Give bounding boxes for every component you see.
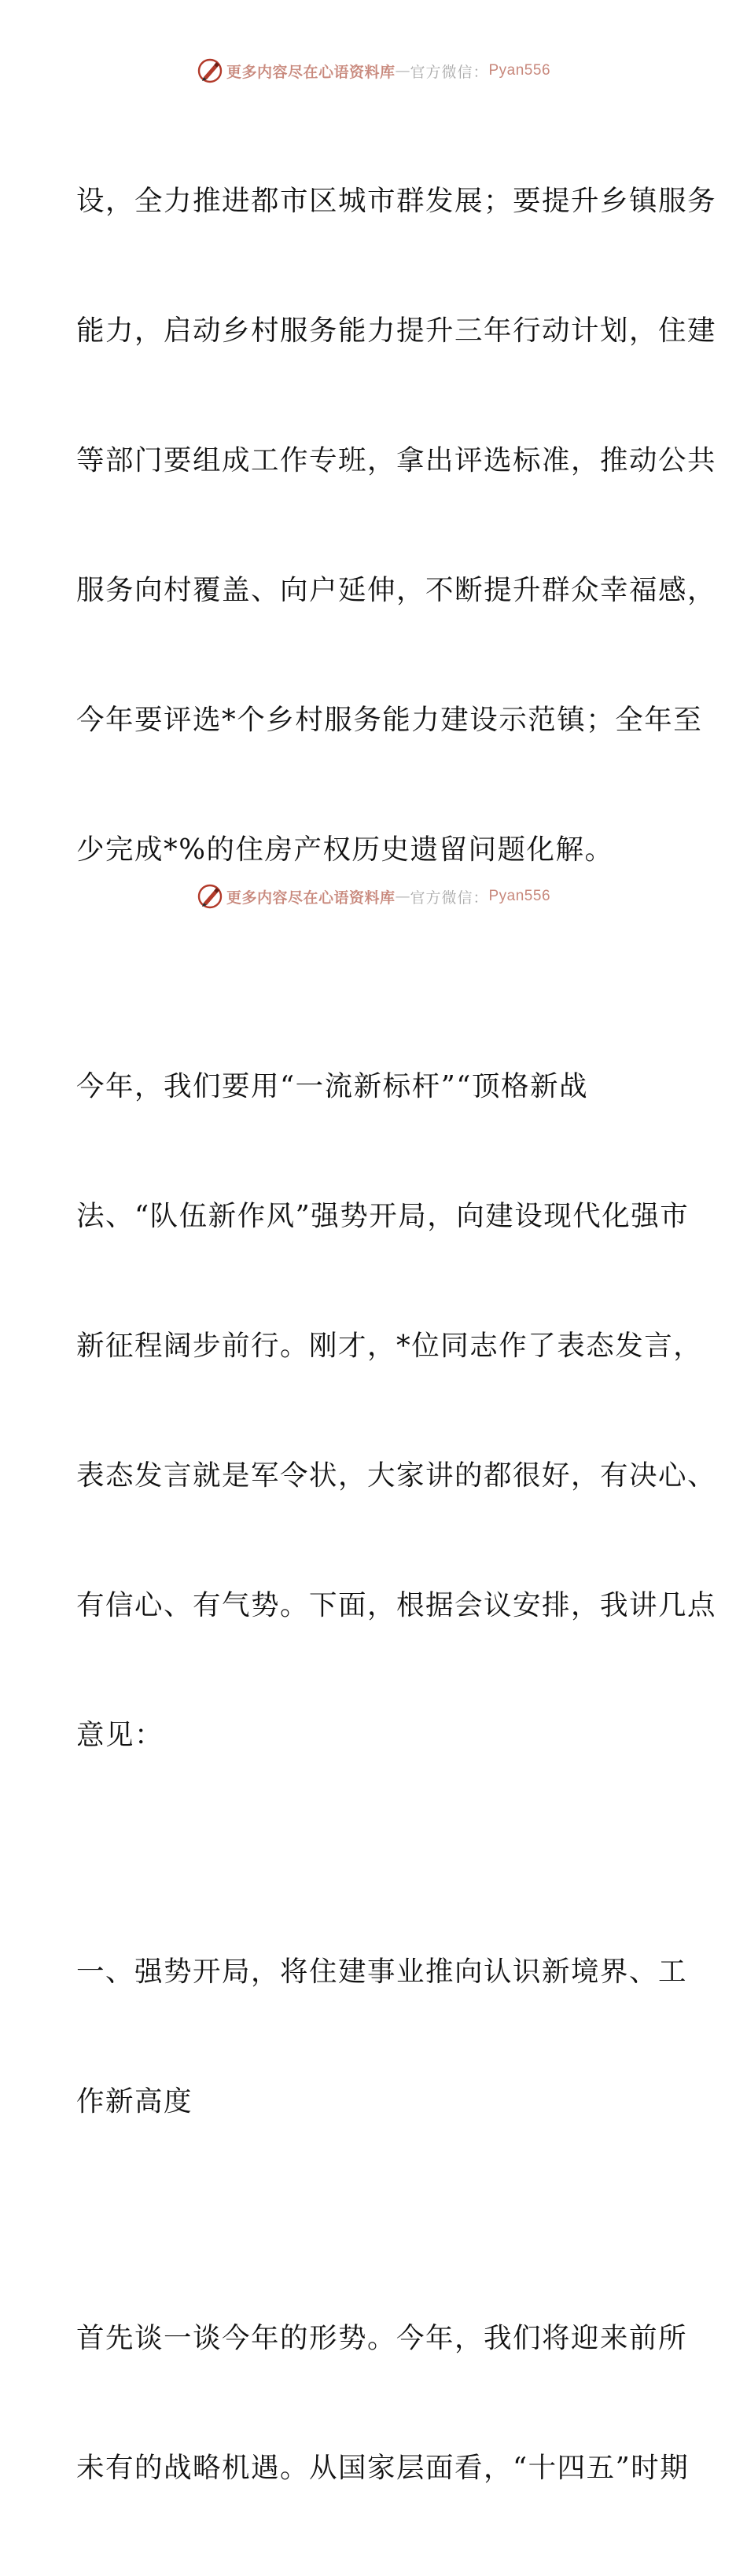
paragraph-2 bbox=[76, 978, 717, 1843]
text-line: 今年，我们要用“一流新标杆”“顶格新战 bbox=[76, 1070, 588, 1102]
paragraph-1 bbox=[76, 93, 717, 958]
section-heading bbox=[76, 1864, 688, 2210]
watermark-label: 官方微信： bbox=[410, 63, 489, 81]
paragraph-3 bbox=[76, 2230, 690, 2576]
pen-logo-icon bbox=[197, 883, 223, 910]
text-line: 少完成*%的住房产权历史遗留问题化解。 bbox=[76, 834, 614, 866]
text-line: 服务向村覆盖、向户延伸，不断提升群众幸福感， bbox=[76, 574, 717, 606]
text-line: 今年要评选*个乡村服务能力建设示范镇；全年至 bbox=[76, 704, 703, 736]
watermark-dash: — bbox=[395, 888, 410, 905]
watermark-site-text: 更多内容尽在心语资料库 bbox=[226, 63, 396, 81]
watermark-wechat-id: Pyan556 bbox=[488, 888, 551, 904]
watermark-dash: — bbox=[395, 62, 410, 79]
watermark-site-text: 更多内容尽在心语资料库 bbox=[226, 889, 396, 907]
text-line: 一、强势开局，将住建事业推向认识新境界、工 bbox=[76, 1956, 688, 1988]
pen-logo-icon bbox=[197, 57, 223, 84]
watermark-label: 官方微信： bbox=[410, 889, 489, 907]
document-body bbox=[76, 93, 717, 2576]
text-line: 未有的战略机遇。从国家层面看，“十四五”时期 bbox=[76, 2452, 690, 2484]
text-line: 法、“队伍新作风”强势开局，向建设现代化强市 bbox=[76, 1200, 690, 1232]
watermark-footer bbox=[0, 881, 747, 912]
text-line: 等部门要组成工作专班，拿出评选标准，推动公共 bbox=[76, 444, 717, 477]
text-line: 有信心、有气势。下面，根据会议安排，我讲几点 bbox=[76, 1589, 717, 1621]
text-line: 设，全力推进都市区城市群发展；要提升乡镇服务 bbox=[76, 185, 717, 217]
text-line: 新征程阔步前行。刚才，*位同志作了表态发言， bbox=[76, 1330, 703, 1362]
watermark-wechat-id: Pyan556 bbox=[488, 62, 551, 79]
text-line: 表态发言就是军令状，大家讲的都很好，有决心、 bbox=[76, 1459, 717, 1492]
text-line: 首先谈一谈今年的形势。今年，我们将迎来前所 bbox=[76, 2322, 688, 2354]
watermark-header bbox=[0, 55, 747, 86]
text-line: 意见： bbox=[76, 1719, 164, 1751]
text-line: 能力，启动乡村服务能力提升三年行动计划，住建 bbox=[76, 315, 717, 347]
text-line: 作新高度 bbox=[76, 2085, 193, 2118]
